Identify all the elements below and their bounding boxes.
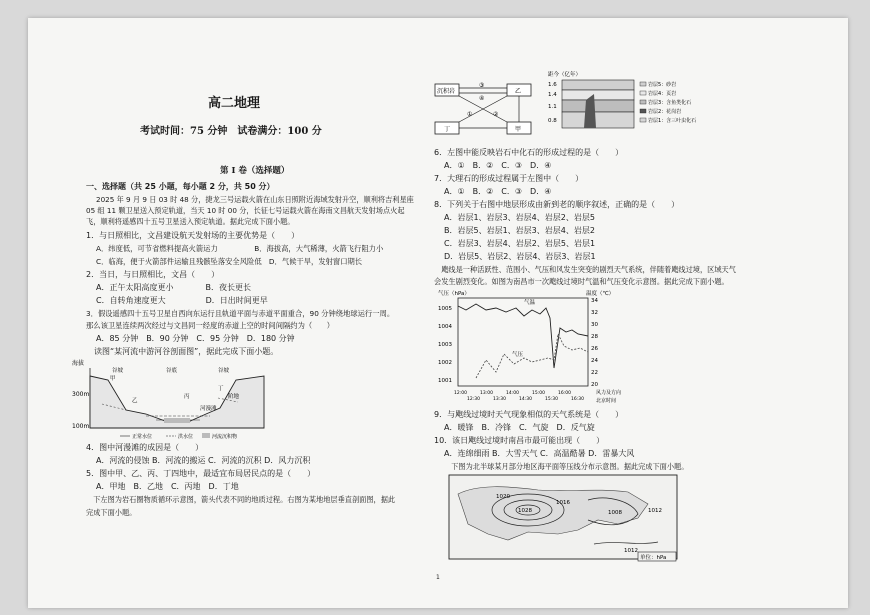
- option-line: A．正午太阳高度更小 B．夜长更长: [96, 283, 251, 292]
- arrow-label: ②: [493, 111, 499, 118]
- figure-intro: 完成下面小题。: [86, 508, 137, 517]
- option-line: C．临海，便于火箭部件运输且残骸坠落安全风险低 D．气候干旱，发射窗口期长: [96, 257, 363, 266]
- valley-label: 谷坡: [112, 368, 124, 374]
- valley-label: 谷底: [166, 368, 178, 374]
- question-8: 8．下列关于右图中地层形成由新到老的顺序叙述，正确的是（ ）: [434, 200, 680, 209]
- chart-left-unit: 气压（hPa）: [438, 291, 470, 297]
- isobar-value: 1008: [608, 510, 622, 516]
- y-left-tick: 1001: [438, 378, 452, 384]
- question-3-cont: 那么该卫星连续两次经过与文昌同一经度的赤道上空的时间间隔约为（ ）: [86, 321, 335, 330]
- arrow-label: ①: [467, 111, 473, 118]
- option-line: B．岩层5、岩层1、岩层3、岩层4、岩层2: [444, 226, 595, 235]
- valley-axis-title: 海拔: [72, 360, 85, 367]
- section-heading: 一、选择题（共 25 小题，每小题 2 分，共 50 分）: [86, 182, 275, 191]
- y-right-tick: 34: [591, 298, 598, 304]
- y-left-tick: 1003: [438, 342, 452, 348]
- page-number: 1: [436, 574, 440, 581]
- time-label: 北京时间: [596, 398, 617, 404]
- option-line: A．岩层1、岩层3、岩层4、岩层2、岩层5: [444, 213, 595, 222]
- x-tick: 15:00: [532, 391, 545, 396]
- series-label: 气温: [524, 300, 536, 306]
- wind-label: 风力及方向: [596, 390, 622, 396]
- question-4: 4．图中河漫滩的成因是（ ）: [86, 443, 204, 452]
- map-unit: 单位：hPa: [640, 555, 667, 561]
- figure-intro: 读图“某河流中游河谷剖面图”，据此完成下面小题。: [86, 347, 279, 356]
- figure-intro: 会发生剧烈变化。如图为南昌市一次飑线过境时气温和气压变化示意图。据此完成下面小题。: [434, 277, 729, 286]
- y-left-tick: 1002: [438, 360, 452, 366]
- x-tick: 16:00: [558, 391, 571, 396]
- y-left-tick: 1004: [438, 324, 452, 330]
- strata-legend: 岩层5：砂岩: [648, 82, 677, 88]
- isobar-map-figure: [448, 474, 678, 566]
- option-line: A．甲地 B．乙地 C．丙地 D．丁地: [96, 482, 239, 491]
- strata-legend: 岩层2：花岗岩: [648, 109, 682, 115]
- y-right-tick: 26: [591, 346, 598, 352]
- y-right-tick: 30: [591, 322, 598, 328]
- option-line: A．① B．② C．③ D．④: [444, 161, 552, 170]
- x-tick: 13:30: [493, 397, 506, 402]
- valley-label: 乙: [132, 398, 138, 404]
- valley-label: 阶地: [228, 394, 240, 400]
- strata-legend: 岩层4：页岩: [648, 91, 677, 97]
- series-label: 气压: [512, 352, 524, 358]
- y-right-tick: 32: [591, 310, 598, 316]
- isobar-value: 1012: [648, 508, 662, 514]
- valley-elev-top: 300m: [72, 391, 90, 398]
- x-tick: 15:30: [545, 397, 558, 402]
- intro-line: 飞，顺利将遥感四十五号卫星送入预定轨道。据此完成下面小题。: [86, 217, 295, 226]
- legend-label: 河流沉积物: [212, 434, 238, 440]
- option-line: A．河流的侵蚀 B．河流的搬运 C．河流的沉积 D．风力沉积: [96, 456, 311, 465]
- strata-tick: 1.1: [548, 104, 557, 110]
- legend-label: 正常水位: [132, 434, 153, 440]
- isobar-value: 1020: [496, 494, 510, 500]
- valley-cross-section-figure: [68, 358, 268, 440]
- question-7: 7．大理石的形成过程属于左图中（ ）: [434, 174, 584, 183]
- x-tick: 16:30: [571, 397, 584, 402]
- question-6: 6．左图中能反映岩石中化石的形成过程的是（ ）: [434, 148, 624, 157]
- rock-box: 甲: [515, 126, 522, 133]
- squall-line-chart: [436, 288, 626, 406]
- exam-sheet: [28, 18, 848, 608]
- x-tick: 12:30: [467, 397, 480, 402]
- x-tick: 12:00: [454, 391, 467, 396]
- option-line: A．纬度低，可节省燃料提高火箭运力 B．海拔高，大气稀薄，火箭飞行阻力小: [96, 244, 384, 253]
- arrow-label: ③: [479, 82, 485, 89]
- chart-right-unit: 温度（℃）: [586, 291, 615, 297]
- strata-legend: 岩层3：含鱼类化石: [648, 100, 692, 106]
- strata-tick: 1.4: [548, 92, 557, 98]
- isobar-value: 1028: [518, 508, 532, 514]
- valley-elev-bottom: 100m: [72, 423, 90, 430]
- question-9: 9．与飑线过境时天气现象相似的天气系统是（ ）: [434, 410, 624, 419]
- arrow-label: ④: [479, 95, 485, 102]
- x-tick: 14:00: [506, 391, 519, 396]
- question-10: 10．该日飑线过境时南昌市最可能出现（ ）: [434, 436, 605, 445]
- intro-line: 05 组 11 颗卫星送入预定轨道，当天 10 时 00 分，长征七号运载火箭在海南文昌航天发射场点火起: [86, 206, 405, 215]
- option-line: A．85 分钟 B．90 分钟 C．95 分钟 D．180 分钟: [96, 334, 295, 343]
- rock-box: 沉积岩: [437, 88, 456, 95]
- strata-ylabel: 距今（亿年）: [548, 72, 582, 78]
- strata-tick: 1.6: [548, 82, 557, 88]
- page-title: 高二地理: [208, 96, 261, 111]
- x-tick: 13:00: [480, 391, 493, 396]
- question-1: 1．与日照相比，文昌建设航天发射场的主要优势是（ ）: [86, 231, 300, 240]
- option-line: C．自转角速度更大 D．日出时间更早: [96, 296, 268, 305]
- y-right-tick: 20: [591, 382, 598, 388]
- isobar-value: 1012: [624, 548, 638, 554]
- question-2: 2．当日，与日照相比，文昌（ ）: [86, 270, 220, 279]
- volume-title: 第 I 卷（选择题）: [220, 166, 290, 176]
- rock-box: 丁: [444, 126, 451, 133]
- valley-label: 丙: [184, 394, 190, 400]
- strata-profile-figure: [548, 70, 748, 142]
- isobar-value: 1016: [556, 500, 570, 506]
- valley-label: 甲: [110, 376, 116, 382]
- valley-label: 丁: [218, 386, 224, 392]
- figure-intro: 下图为北半球某月部分地区海平面等压线分布示意图。据此完成下面小题。: [444, 462, 689, 471]
- x-tick: 14:30: [519, 397, 532, 402]
- valley-label: 谷坡: [218, 368, 230, 374]
- option-line: A．连绵细雨 B．大雪天气 C．高温酷暑 D．雷暴大风: [444, 449, 635, 458]
- option-line: A．暖锋 B．冷锋 C．气旋 D．反气旋: [444, 423, 595, 432]
- rock-cycle-figure: [433, 80, 533, 138]
- strata-tick: 0.8: [548, 118, 557, 124]
- option-line: D．岩层5、岩层2、岩层4、岩层3、岩层1: [444, 252, 596, 261]
- option-line: C．岩层3、岩层4、岩层2、岩层5、岩层1: [444, 239, 596, 248]
- x-ticks: [454, 390, 584, 402]
- y-right-tick: 24: [591, 358, 598, 364]
- strata-legend: 岩层1：含三叶虫化石: [648, 118, 697, 124]
- y-right-tick: 22: [591, 370, 598, 376]
- valley-label: 河漫滩: [200, 406, 217, 412]
- legend-label: 洪水位: [178, 434, 194, 440]
- rock-box: 乙: [515, 88, 522, 95]
- question-5: 5．图中甲、乙、丙、丁四地中，最适宜布局居民点的是（ ）: [86, 469, 316, 478]
- exam-info: 考试时间：75 分钟 试卷满分：100 分: [140, 126, 322, 137]
- option-line: A．① B．② C．③ D．④: [444, 187, 552, 196]
- intro-line: 2025 年 9 月 9 日 03 时 48 分，捷龙三号运载火箭在山东日照附近海域发射升空，顺利将吉利星座: [96, 195, 414, 204]
- figure-intro: 飑线是一种活跃性、范围小、气压和风发生突变的剧烈天气系统，伴随着飑线过境，区域天气: [434, 265, 736, 274]
- y-right-tick: 28: [591, 334, 598, 340]
- figure-intro: 下左图为岩石圈物质循环示意图，箭头代表不同的地质过程。右图为某地地层垂直剖面图，据此: [86, 495, 396, 504]
- y-left-tick: 1005: [438, 306, 452, 312]
- question-3: 3．假设遥感四十五号卫星自西向东运行且轨道平面与赤道平面重合，90 分钟绕地球运行一周。: [86, 309, 395, 318]
